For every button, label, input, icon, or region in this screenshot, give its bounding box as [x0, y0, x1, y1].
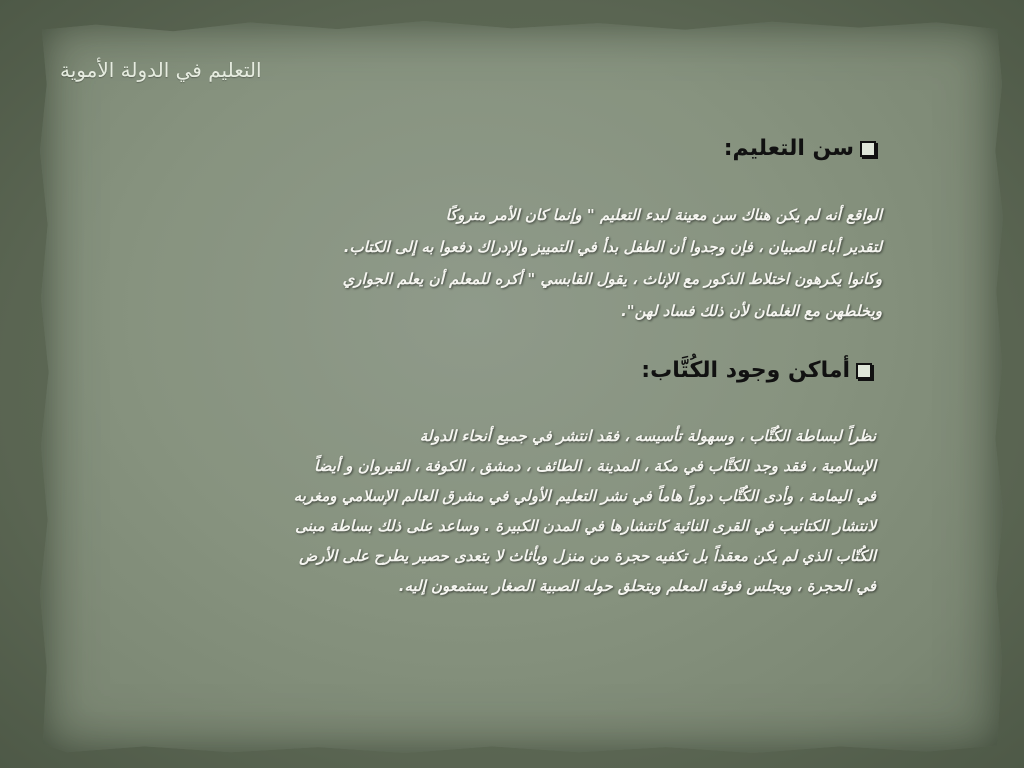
torn-paper-background [38, 18, 1004, 756]
paragraph-line: الإسلامية ، فقد وجد الكتَّاب في مكة ، المدينة ، الطائف ، دمشق ، الكوفة ، القيروان و أيضاً [314, 457, 876, 475]
section-heading-teaching-age [724, 136, 876, 161]
paragraph-line: ويخلطهن مع الغلمان لأن ذلك فساد لهن". [621, 302, 882, 320]
section-heading-text: أماكن وجود الكُتَّاب: [641, 358, 850, 383]
paragraph-line: الواقع أنه لم يكن هناك سن معينة لبدء التعليم " وإنما كان الأمر متروكًا [445, 206, 882, 224]
square-bullet-icon [860, 141, 876, 157]
section-heading-text: سن التعليم: [723, 136, 854, 161]
slide-title: التعليم في الدولة الأموية [60, 58, 262, 82]
paragraph-line: نظراً لبساطة الكُتَّاب ، وسهولة تأسيسه ، فقد انتشر في جميع أنحاء الدولة [419, 427, 876, 445]
paragraph-line: في الحجرة ، ويجلس فوقه المعلم ويتحلق حوله الصبية الصغار يستمعون إليه. [398, 577, 876, 595]
section-heading-kuttab-locations [641, 358, 872, 383]
section-paragraph-teaching-age [162, 199, 882, 327]
paragraph-line: لانتشار الكتاتيب في القرى النائية كانتشارها في المدن الكبيرة . وساعد على ذلك بساطة مبنى [295, 517, 876, 535]
paragraph-line: في اليمامة ، وأدى الكُتَّاب دوراً هاماً في نشر التعليم الأولي في مشرق العالم الإسلامي ومغربه [293, 487, 876, 505]
section-paragraph-kuttab-locations [136, 421, 876, 601]
square-bullet-icon [856, 363, 872, 379]
paragraph-line: لتقدير أباء الصبيان ، فإن وجدوا أن الطفل بدأ في التمييز والإدراك دفعوا به إلى الكتاب. [343, 238, 882, 256]
paragraph-line: وكانوا يكرهون اختلاط الذكور مع الإناث ، يقول القابسي " أكره للمعلم أن يعلم الجواري [342, 270, 882, 288]
paragraph-line: الكُتّاب الذي لم يكن معقداً بل تكفيه حجرة من منزل وبأثاث لا يتعدى حصير يطرح على الأرض [299, 547, 876, 565]
